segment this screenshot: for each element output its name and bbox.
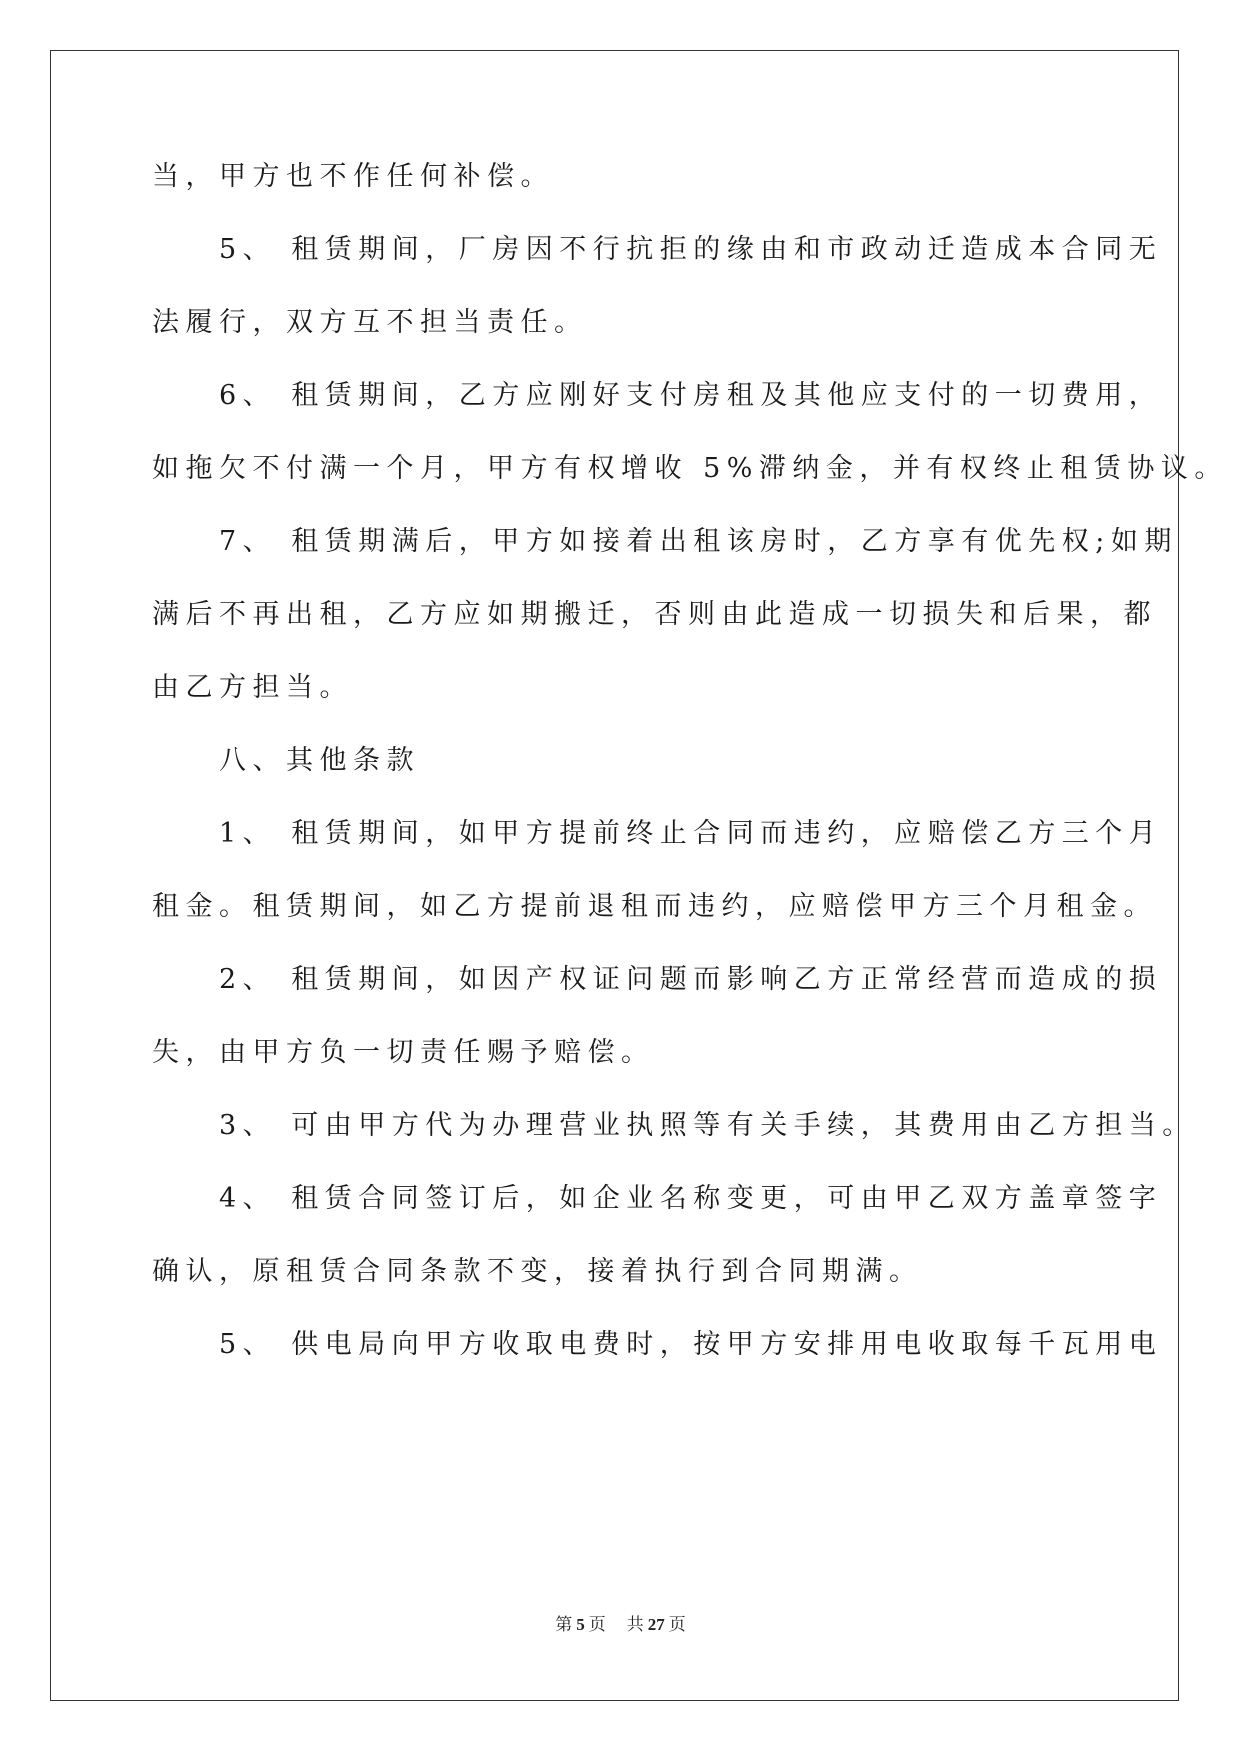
text-line: 7、 租赁期满后，甲方如接着出租该房时，乙方享有优先权;如期 — [152, 526, 1178, 557]
text-line: 3、 可由甲方代为办理营业执照等有关手续，其费用由乙方担当。 — [152, 1110, 1196, 1141]
text-line: 确认，原租赁合同条款不变，接着执行到合同期满。 — [152, 1256, 923, 1287]
text-line: 失，由甲方负一切责任赐予赔偿。 — [152, 1037, 655, 1068]
text-line: 1、 租赁期间，如甲方提前终止合同而违约，应赔偿乙方三个月 — [152, 818, 1163, 849]
text-line: 由乙方担当。 — [152, 672, 353, 703]
text-line: 法履行，双方互不担当责任。 — [152, 307, 588, 338]
text-line: 当，甲方也不作任何补偿。 — [152, 161, 554, 192]
text-line: 满后不再出租，乙方应如期搬迁，否则由此造成一切损失和后果，都 — [152, 599, 1157, 630]
footer-total-suffix: 页 — [668, 1615, 686, 1634]
text-line: 如拖欠不付满一个月，甲方有权增收 5%滞纳金，并有权终止租赁协议。 — [152, 453, 1228, 484]
text-line: 6、 租赁期间，乙方应刚好支付房租及其他应支付的一切费用， — [152, 380, 1163, 411]
footer-total-pages: 27 — [647, 1615, 665, 1634]
text-line: 4、 租赁合同签订后，如企业名称变更，可由甲乙双方盖章签字 — [152, 1183, 1163, 1214]
footer-total-prefix: 共 — [626, 1615, 644, 1634]
page-border — [50, 50, 1179, 1701]
text-line: 5、 供电局向甲方收取电费时，按甲方安排用电收取每千瓦用电 — [152, 1329, 1163, 1360]
text-line: 2、 租赁期间，如因产权证问题而影响乙方正常经营而造成的损 — [152, 964, 1163, 995]
text-line: 租金。租赁期间，如乙方提前退租而违约，应赔偿甲方三个月租金。 — [152, 891, 1157, 922]
footer-page-suffix: 页 — [588, 1615, 606, 1634]
text-line: 5、 租赁期间，厂房因不行抗拒的缘由和市政动迁造成本合同无 — [152, 234, 1163, 265]
section-heading: 八、其他条款 — [152, 745, 420, 776]
footer-prefix: 第 — [555, 1615, 573, 1634]
page-footer — [0, 1610, 1241, 1635]
footer-page-number: 5 — [576, 1615, 585, 1634]
